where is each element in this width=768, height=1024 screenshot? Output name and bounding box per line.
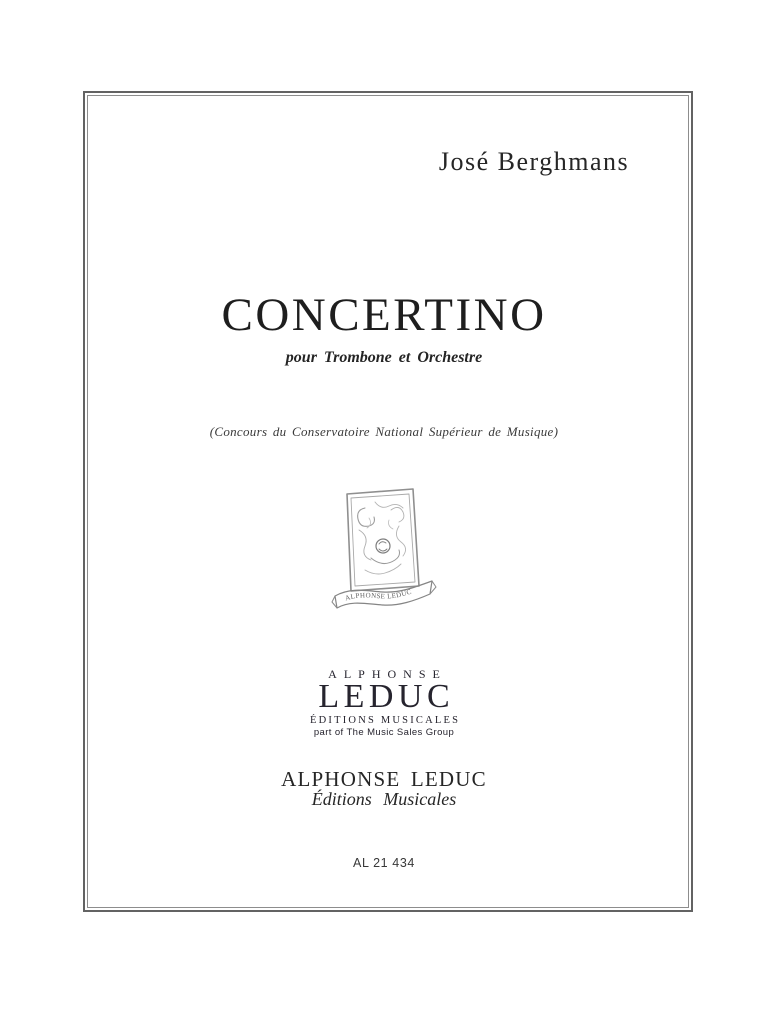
author-name: José Berghmans [438,147,630,176]
competition-note: (Concours du Conservatoire National Supérieur de Musique) [209,424,559,439]
publisher-modern-alphonse: ALPHONSE [328,667,447,681]
publisher-logo-modern [274,667,494,738]
leduc-emblem-icon [331,486,437,616]
publisher-editions-classic: Éditions Musicales [311,789,457,809]
work-title: CONCERTINO [221,289,547,341]
publisher-modern-group: part of The Music Sales Group [313,727,455,738]
publisher-modern-editions: ÉDITIONS MUSICALES [310,715,461,726]
emblem-banner-text: ALPHONSE LEDUC [344,587,413,603]
publisher-modern-leduc: LEDUC [318,678,455,715]
catalog-number: AL 21 434 [353,856,415,870]
publisher-name-classic: ALPHONSE LEDUC [281,767,487,791]
work-subtitle: pour Trombone et Orchestre [285,349,483,366]
